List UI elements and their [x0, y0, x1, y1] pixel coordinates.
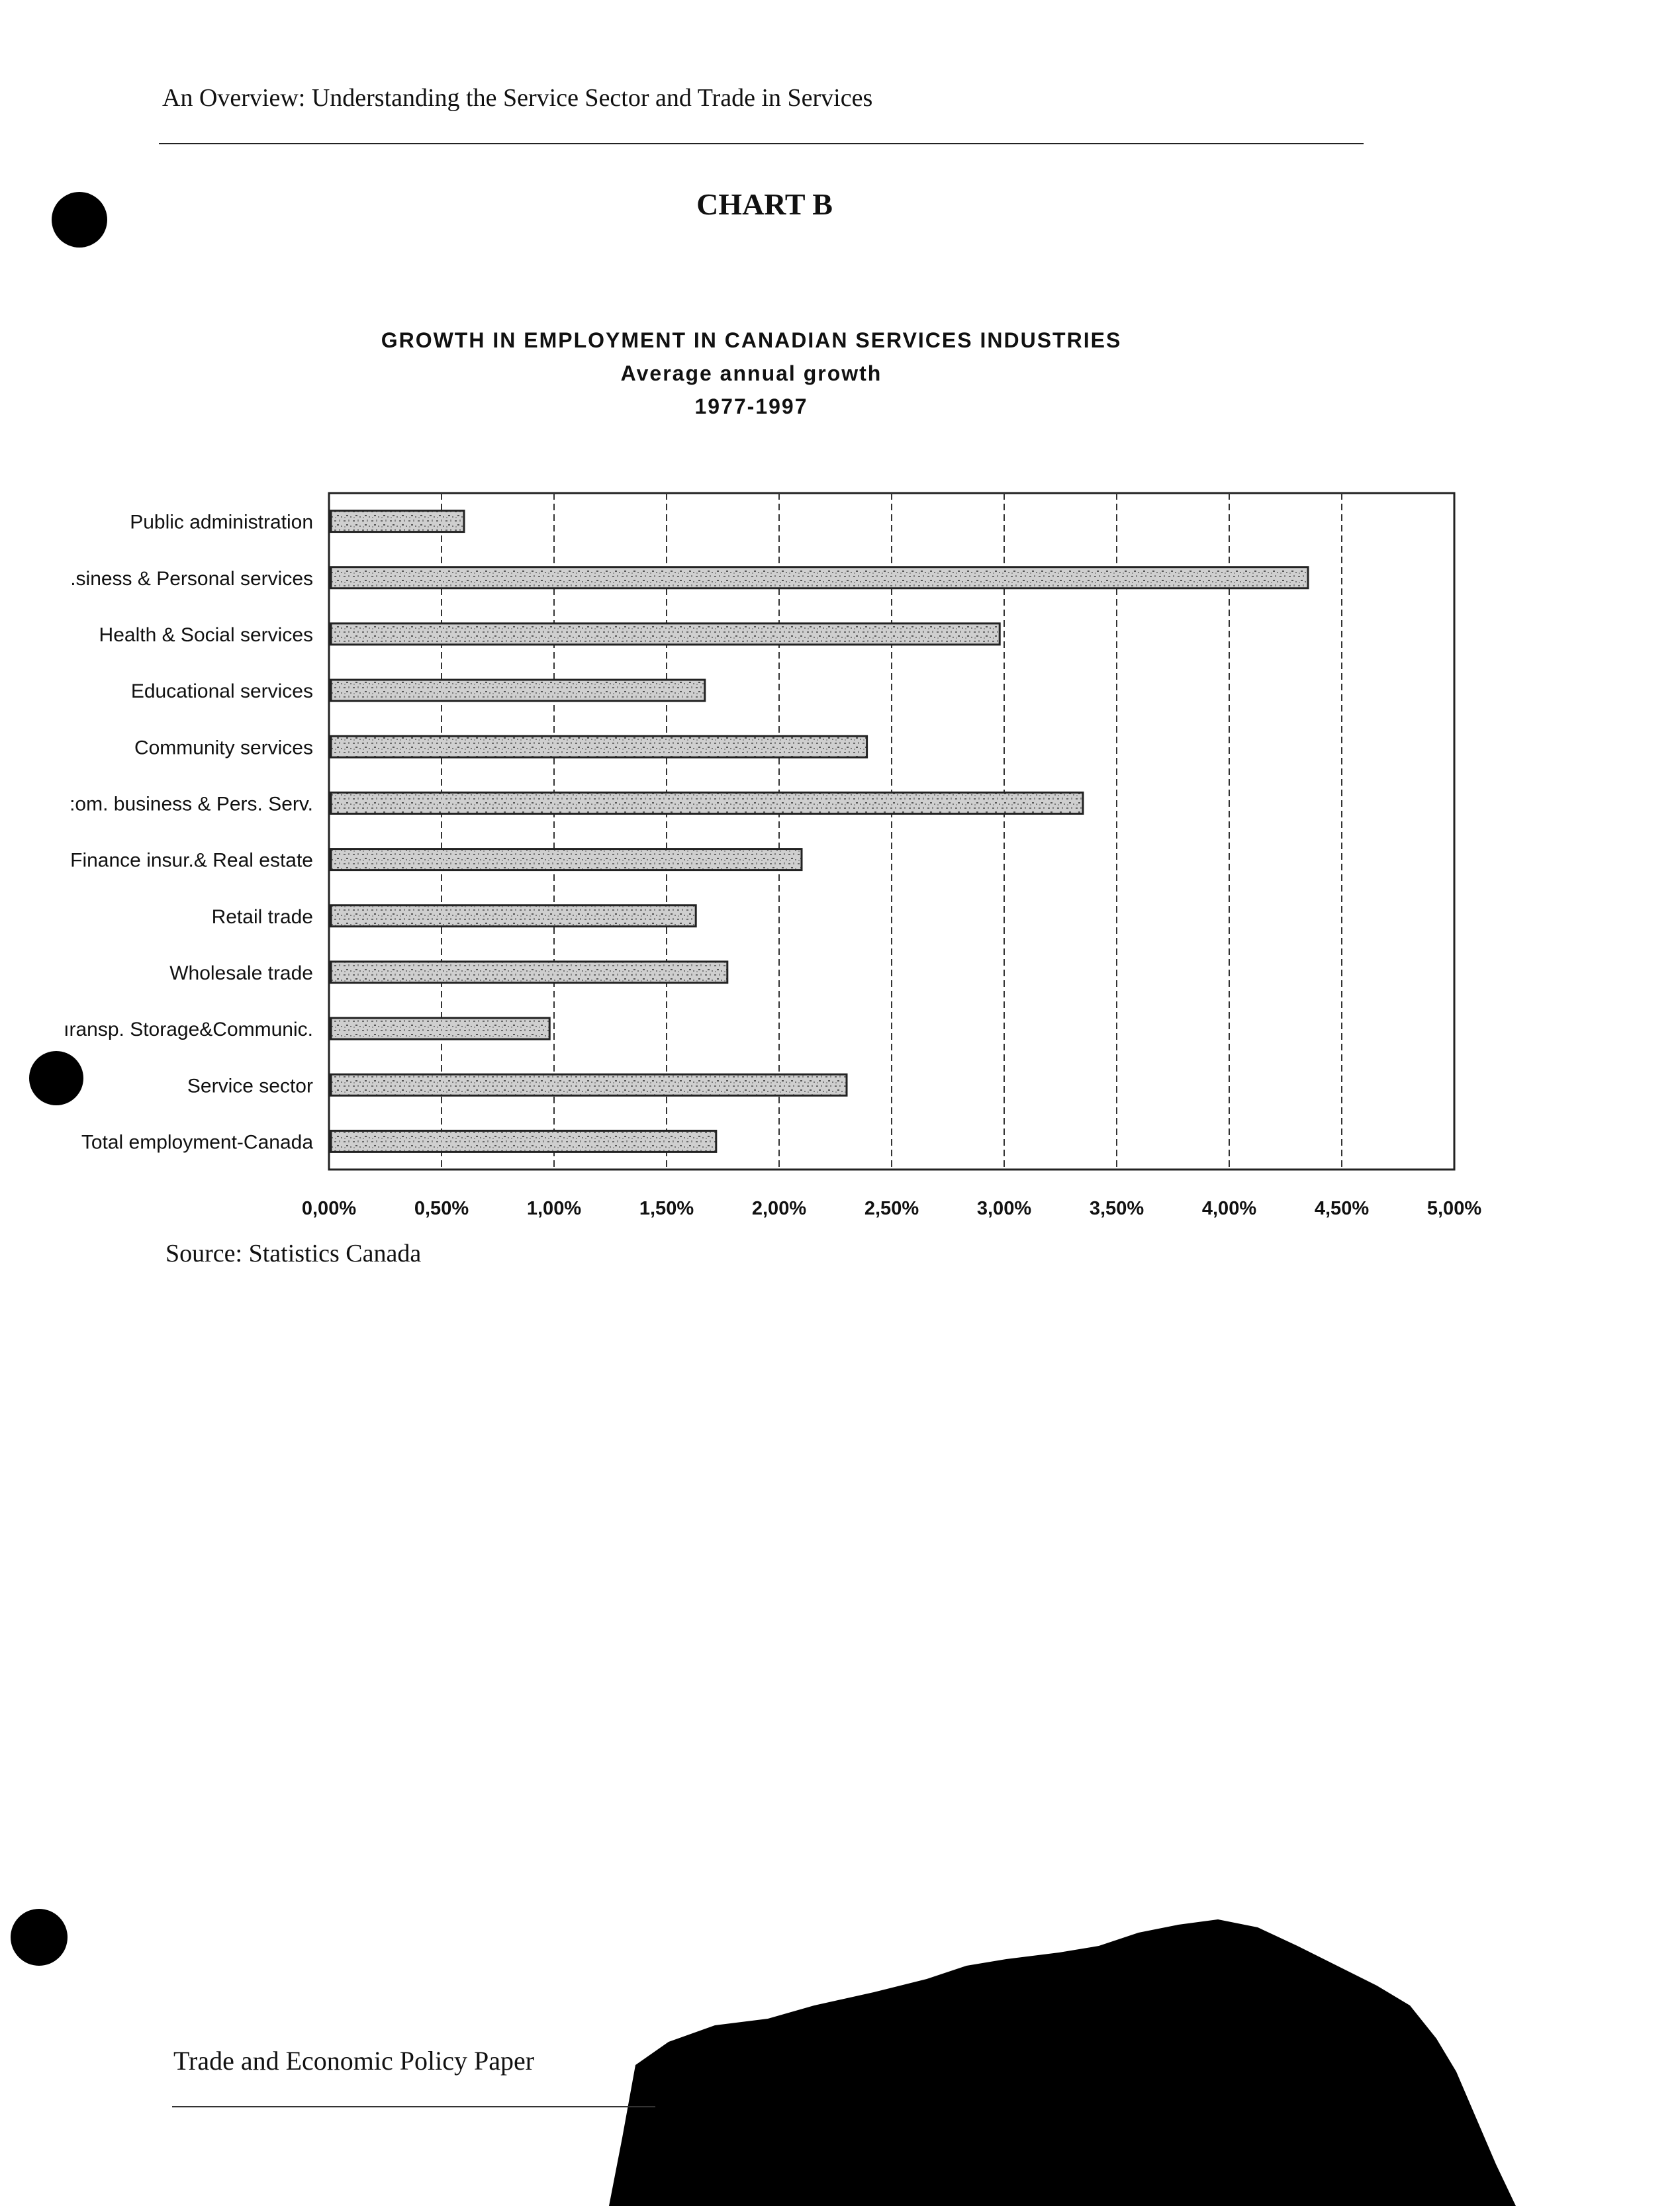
scan-blot: [596, 1919, 1680, 2206]
x-tick-label: 1,00%: [526, 1198, 582, 1218]
bar: [331, 623, 1000, 645]
category-label: Service sector: [187, 1075, 313, 1097]
x-tick-label: 2,00%: [751, 1198, 807, 1218]
chart-source: Source: Statistics Canada: [165, 1240, 422, 1267]
category-label: Retail trade: [211, 905, 313, 928]
chart-label: CHART B: [696, 187, 833, 221]
category-label: .siness & Personal services: [70, 567, 313, 590]
chart-period: 1977-1997: [694, 394, 808, 418]
category-label: ıransp. Storage&Communic.: [64, 1019, 313, 1041]
bar: [331, 792, 1083, 813]
x-tick-label: 2,50%: [864, 1198, 919, 1218]
footer-rule: [172, 2106, 655, 2107]
bar: [331, 1074, 847, 1095]
category-label: Educational services: [130, 680, 313, 703]
bar: [331, 962, 727, 983]
punch-hole: [11, 1909, 68, 1966]
chart-subtitle: Average annual growth: [620, 361, 882, 385]
x-tick-label: 4,50%: [1314, 1198, 1370, 1218]
chart-title: GROWTH IN EMPLOYMENT IN CANADIAN SERVICES INDUSTRIES: [381, 328, 1122, 352]
header-rule: [159, 143, 1364, 144]
category-label: Finance insur.& Real estate: [70, 849, 313, 872]
bar: [331, 680, 705, 701]
category-label: Wholesale trade: [169, 962, 313, 984]
bar: [331, 736, 867, 757]
bar: [331, 849, 802, 870]
page-header: An Overview: Understanding the Service Sector and Trade in Services: [162, 84, 873, 112]
bar: [331, 511, 464, 532]
x-tick-label: 0,50%: [414, 1198, 469, 1218]
x-tick-label: 1,50%: [639, 1198, 694, 1218]
footer-text: Trade and Economic Policy Paper: [173, 2046, 535, 2076]
bar-chart: [0, 463, 1522, 1218]
category-label: :om. business & Pers. Serv.: [70, 793, 313, 815]
x-tick-label: 5,00%: [1426, 1198, 1482, 1218]
x-tick-label: 0,00%: [301, 1198, 357, 1218]
bar: [331, 1018, 549, 1039]
bar: [331, 1130, 716, 1152]
category-label: Health & Social services: [99, 623, 313, 646]
x-tick-label: 3,00%: [976, 1198, 1032, 1218]
x-tick-label: 3,50%: [1089, 1198, 1144, 1218]
x-tick-label: 4,00%: [1201, 1198, 1257, 1218]
bar: [331, 567, 1308, 588]
category-label: Total employment-Canada: [81, 1131, 313, 1154]
category-label: Community services: [134, 737, 313, 759]
category-label: Public administration: [130, 511, 313, 533]
bar: [331, 905, 696, 927]
